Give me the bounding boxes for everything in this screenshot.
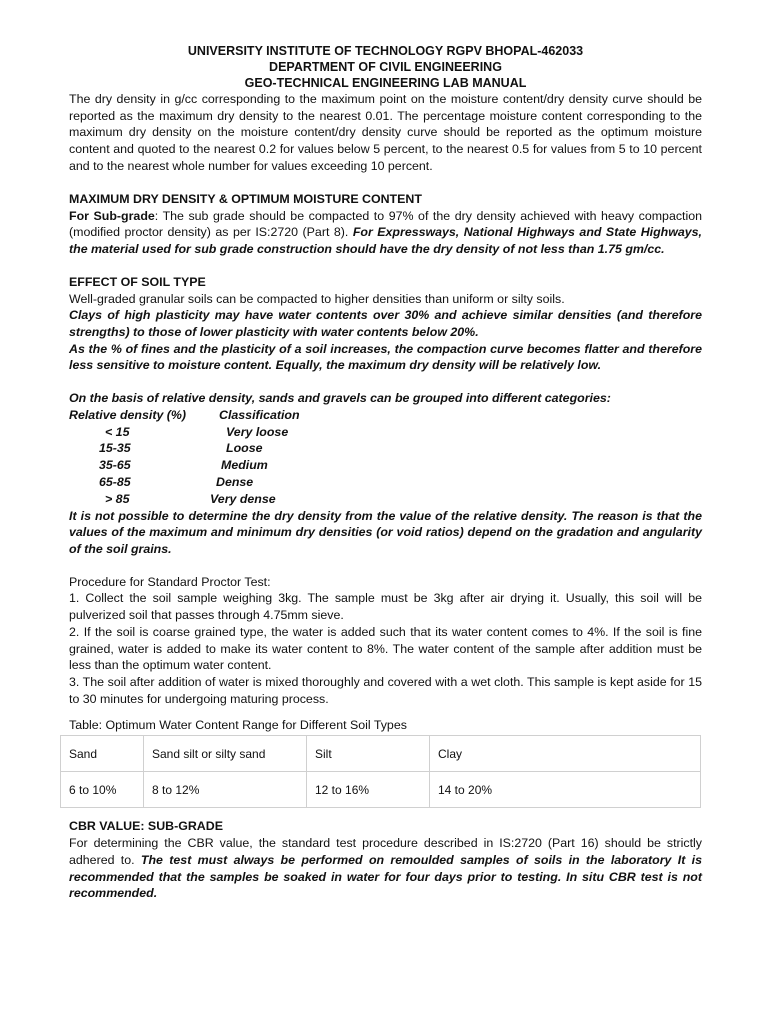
cbr-paragraph — [69, 835, 702, 902]
table-row — [61, 772, 701, 808]
range-value: 65-85 — [99, 475, 131, 490]
procedure-step-3: 3. The soil after addition of water is mixed thoroughly and covered with a wet cloth. This sample is kept aside for 15 to 30 minutes for undergoing maturing process. — [69, 674, 702, 706]
subgrade-lead: For Sub-grade — [69, 208, 155, 223]
mdd-paragraph — [69, 208, 702, 258]
subgrade-emphasis: For Expressways, National Highways and State Highways, the material used for sub grade construction should have the dry density of not less than 1.75 gm/cc. — [69, 225, 703, 256]
procedure-heading: Procedure for Standard Proctor Test: — [69, 574, 271, 589]
table-cell: 6 to 10% — [61, 772, 144, 808]
water-content-table — [60, 735, 701, 808]
soil-p1: Well-graded granular soils can be compacted to higher densities than uniform or silty soils. — [69, 291, 565, 306]
class-value: Very dense — [210, 491, 276, 506]
table-header-cell: Sand silt or silty sand — [144, 736, 307, 772]
table-cell: 8 to 12% — [144, 772, 307, 808]
table-header-cell: Silt — [307, 736, 430, 772]
mdd-heading: MAXIMUM DRY DENSITY & OPTIMUM MOISTURE CONTENT — [69, 191, 422, 206]
relative-density-note: It is not possible to determine the dry density from the value of the relative density. The reason is that the values of the maximum and minimum dry densities (or void ratios) depend on the gradation and angularity of the soil grains. — [69, 508, 702, 557]
cbr-text: For determining the CBR value, the standard test procedure described in IS:2720 (Part 16) should be strictly adhered to. — [69, 836, 702, 868]
table-cell: 12 to 16% — [307, 772, 430, 808]
relative-density-row — [69, 424, 702, 441]
intro-paragraph: The dry density in g/cc corresponding to the maximum point on the moisture content/dry density curve should be reported as the maximum dry density to the nearest 0.01. The percentage moisture content corresponding to the maximum dry density on the moisture content/dry density curve should be reported as the optimum moisture content and quoted to the nearest 0.2 for values below 5 percent, to the nearest 0.5 for values from 5 to 10 percent and to the nearest whole number for values exceeding 10 percent. — [69, 92, 702, 173]
cbr-emphasis: The test must always be performed on remoulded samples of soils in the laboratory It is recommended that the samples be soaked in water for four days prior to testing. In situ CBR test is not recommended. — [69, 853, 703, 901]
relative-density-col: Relative density (%) — [69, 407, 187, 422]
manual-title: GEO-TECHNICAL ENGINEERING LAB MANUAL — [244, 76, 527, 90]
range-value: > 85 — [105, 491, 130, 506]
department-title: DEPARTMENT OF CIVIL ENGINEERING — [269, 60, 502, 74]
range-value: < 15 — [105, 424, 130, 439]
class-value: Very loose — [226, 424, 289, 439]
cbr-heading: CBR VALUE: SUB-GRADE — [69, 819, 223, 834]
table-caption: Table: Optimum Water Content Range for Different Soil Types — [69, 718, 407, 733]
document-page — [69, 43, 702, 902]
class-value: Medium — [221, 458, 268, 473]
class-value: Loose — [226, 441, 263, 456]
class-value: Dense — [216, 475, 254, 490]
subgrade-text: : The sub grade should be compacted to 97% of the dry density achieved with heavy compaction (modified proctor density) as per IS:2720 (Part 8). — [69, 208, 703, 240]
soil-type-heading: EFFECT OF SOIL TYPE — [69, 274, 206, 289]
table-header-cell: Sand — [61, 736, 144, 772]
table-row — [61, 736, 701, 772]
table-header-cell: Clay — [430, 736, 701, 772]
soil-p2: Clays of high plasticity may have water contents over 30% and achieve similar densities (and therefore strengths) to those of lower plasticity with water contents below 20%. — [69, 308, 702, 340]
relative-density-row — [69, 491, 702, 508]
table-cell: 14 to 20% — [430, 772, 701, 808]
relative-density-row — [69, 440, 702, 457]
relative-density-row — [69, 474, 702, 491]
relative-density-intro: On the basis of relative density, sands and gravels can be grouped into different categories: — [69, 391, 611, 406]
relative-density-row — [69, 457, 702, 474]
soil-p3: As the % of fines and the plasticity of a soil increases, the compaction curve becomes flatter and therefore less sensitive to moisture content. Equally, the maximum dry density will be relatively low. — [69, 341, 702, 373]
relative-density-header — [69, 407, 702, 424]
procedure-step-1: 1. Collect the soil sample weighing 3kg. The sample must be 3kg after air drying it. Usually, this soil will be pulverized soil that passes through 4.75mm sieve. — [69, 591, 702, 623]
range-value: 15-35 — [99, 441, 131, 456]
range-value: 35-65 — [99, 458, 131, 473]
procedure-step-2: 2. If the soil is coarse grained type, the water is added such that its water content comes to 4%. If the soil is fine grained, water is added to make its water content to 8%. The water content of the sample after addition must be less than the optimum water content. — [69, 624, 702, 673]
classification-col: Classification — [219, 407, 300, 422]
institute-title: UNIVERSITY INSTITUTE OF TECHNOLOGY RGPV BHOPAL-462033 — [187, 44, 584, 58]
